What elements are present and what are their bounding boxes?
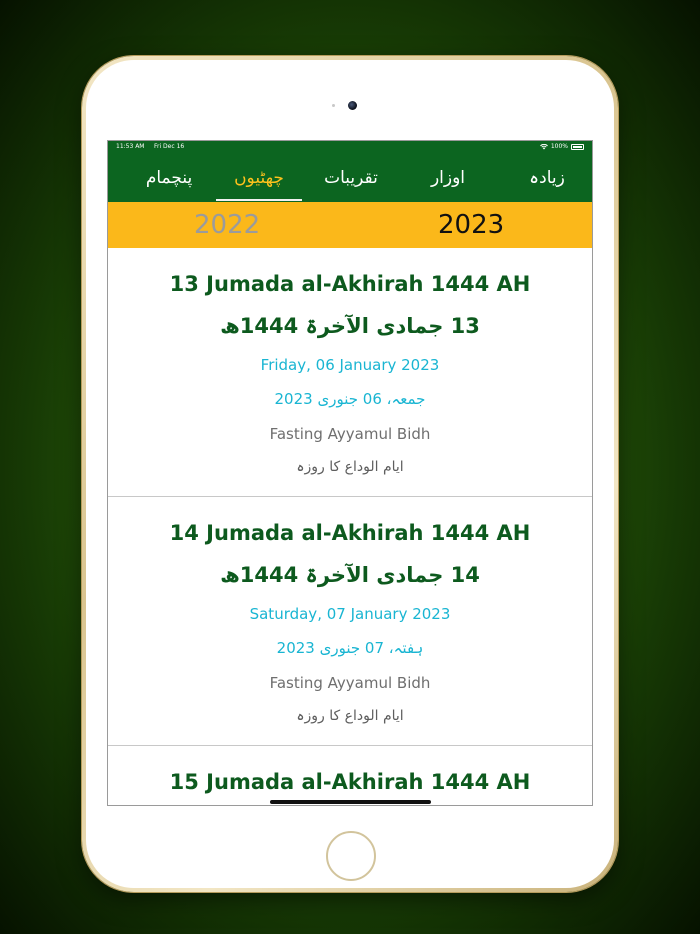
tab-more-label: زیادہ (529, 168, 565, 188)
tab-more[interactable] (500, 153, 593, 202)
status-time: 11:53 AM (116, 143, 145, 150)
tab-tools-label: اوزار (430, 167, 466, 188)
sensor-icon (332, 104, 335, 107)
home-button[interactable] (326, 831, 376, 881)
event-name: Fasting Ayyamul Bidh (269, 425, 431, 443)
tab-tools[interactable] (401, 153, 495, 202)
list-item[interactable] (108, 248, 592, 497)
header (108, 141, 592, 202)
tab-holidays[interactable] (212, 153, 306, 202)
gregorian-date-urdu: جمعہ، 06 جنوری 2023 (274, 390, 426, 408)
gregorian-date-urdu: ہفتہ، 07 جنوری 2023 (276, 639, 424, 657)
event-name: Fasting Ayyamul Bidh (269, 674, 431, 692)
event-name-urdu: ایام الوداع کا روزہ (296, 459, 404, 475)
gregorian-date: Friday, 06 January 2023 (260, 356, 440, 374)
app-screen (107, 140, 593, 806)
year-previous[interactable]: 2022 (194, 210, 261, 240)
hijri-date: 15 Jumada al-Akhirah 1444 AH (169, 770, 531, 794)
tab-panchang-label: پنچمام (145, 167, 193, 188)
tab-panchang[interactable] (122, 153, 216, 202)
camera-icon (348, 101, 357, 110)
holiday-list (108, 248, 592, 806)
home-indicator[interactable] (270, 800, 431, 804)
tab-bar (108, 153, 592, 202)
hijri-date-urdu: 13 جمادی الآخرۃ 1444ھ (220, 314, 480, 338)
tab-events[interactable] (304, 153, 398, 202)
status-bar (108, 142, 592, 152)
tab-events-label: تقریبات (324, 167, 378, 188)
hijri-date: 14 Jumada al-Akhirah 1444 AH (169, 521, 531, 545)
hijri-date: 13 Jumada al-Akhirah 1444 AH (169, 272, 531, 296)
list-item[interactable] (108, 746, 592, 806)
year-selector (108, 202, 592, 248)
battery-percent: 100% (550, 143, 568, 150)
list-item[interactable] (108, 497, 592, 746)
status-right (540, 143, 584, 150)
year-current[interactable]: 2023 (438, 210, 505, 240)
active-tab-indicator (216, 199, 302, 201)
wifi-icon (540, 144, 548, 150)
event-name-urdu: ایام الوداع کا روزہ (296, 708, 404, 724)
tab-holidays-label: چھٹیوں (234, 167, 284, 188)
gregorian-date: Saturday, 07 January 2023 (249, 605, 451, 623)
status-date: Fri Dec 16 (154, 143, 185, 150)
battery-icon (571, 144, 584, 150)
hijri-date-urdu: 14 جمادی الآخرۃ 1444ھ (220, 563, 480, 587)
